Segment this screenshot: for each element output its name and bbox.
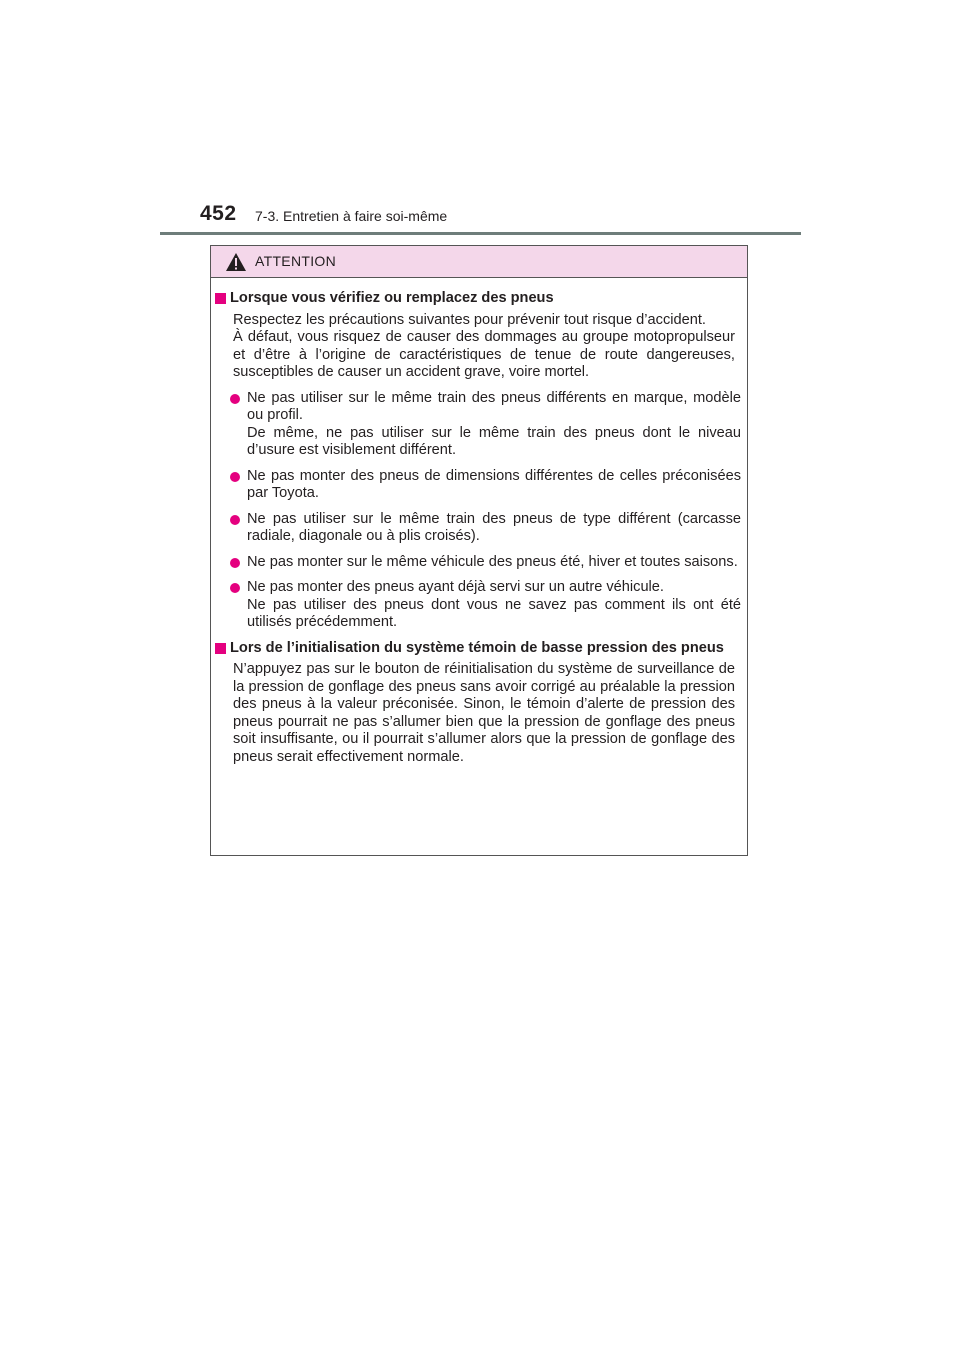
list-item bbox=[215, 554, 741, 572]
section-title: 7-3. Entretien à faire soi-même bbox=[255, 208, 448, 224]
list-item-text: Ne pas utiliser sur le même train des pneus de type différent (carcasse radiale, diagonale ou à plis croisés). bbox=[247, 510, 741, 544]
list-item bbox=[215, 468, 741, 503]
list-item-text: Ne pas monter des pneus de dimensions différentes de celles préconisées par Toyota. bbox=[247, 467, 741, 501]
paragraph-text: À défaut, vous risquez de causer des dommages au groupe motopropulseur et d’être à l’origine de caractéristiques de tenue de route dangereuses, susceptibles de causer un accident grave, voire mortel. bbox=[233, 329, 735, 380]
section-heading: Lors de l’initialisation du système témoin de basse pression des pneus bbox=[230, 639, 724, 656]
round-bullet-icon bbox=[230, 472, 240, 482]
square-bullet-icon bbox=[215, 293, 226, 304]
paragraph-text: N’appuyez pas sur le bouton de réinitialisation du système de surveillance de la pression de gonflage des pneus sans avoir corrigé au préalable la pression des pneus à la valeur préconisée. Sinon, le témoin d’alerte de pression des pneus pourrait ne pas s’allumer bien que la pression de gonflage des pneus soit insuffisante, ou il pourrait s’allumer alors que la pression de gonflage des pneus serait effectivement normale. bbox=[233, 661, 735, 765]
round-bullet-icon bbox=[230, 394, 240, 404]
section-heading-row bbox=[215, 290, 741, 308]
list-item-text: Ne pas monter sur le même véhicule des pneus été, hiver et toutes saisons. bbox=[247, 553, 738, 570]
section-heading-row bbox=[215, 640, 741, 658]
round-bullet-icon bbox=[230, 583, 240, 593]
list-item bbox=[215, 579, 741, 632]
page-number: 452 bbox=[200, 202, 237, 225]
warning-header bbox=[211, 246, 747, 278]
header-divider bbox=[160, 232, 801, 235]
round-bullet-icon bbox=[230, 558, 240, 568]
list-item bbox=[215, 511, 741, 546]
paragraph bbox=[233, 312, 735, 382]
list-item-text: Ne pas monter des pneus ayant déjà servi sur un autre véhicule. bbox=[247, 579, 664, 595]
section-heading: Lorsque vous vérifiez ou remplacez des pneus bbox=[230, 290, 554, 306]
warning-title: ATTENTION bbox=[255, 253, 336, 269]
warning-body bbox=[211, 278, 747, 766]
list-item bbox=[215, 390, 741, 460]
list-item-text: Ne pas utiliser sur le même train des pneus différents en marque, modèle ou profil. bbox=[247, 389, 741, 423]
list-item-text: Ne pas utiliser des pneus dont vous ne savez pas comment ils ont été utilisés précédemment. bbox=[247, 596, 741, 630]
paragraph bbox=[233, 661, 735, 766]
round-bullet-icon bbox=[230, 515, 240, 525]
square-bullet-icon bbox=[215, 643, 226, 654]
warning-box bbox=[210, 245, 748, 856]
paragraph-text: Respectez les précautions suivantes pour prévenir tout risque d’accident. bbox=[233, 311, 706, 328]
warning-triangle-icon bbox=[225, 252, 247, 272]
list-item-text: De même, ne pas utiliser sur le même train des pneus dont le niveau d’usure est visiblement différent. bbox=[247, 424, 741, 458]
